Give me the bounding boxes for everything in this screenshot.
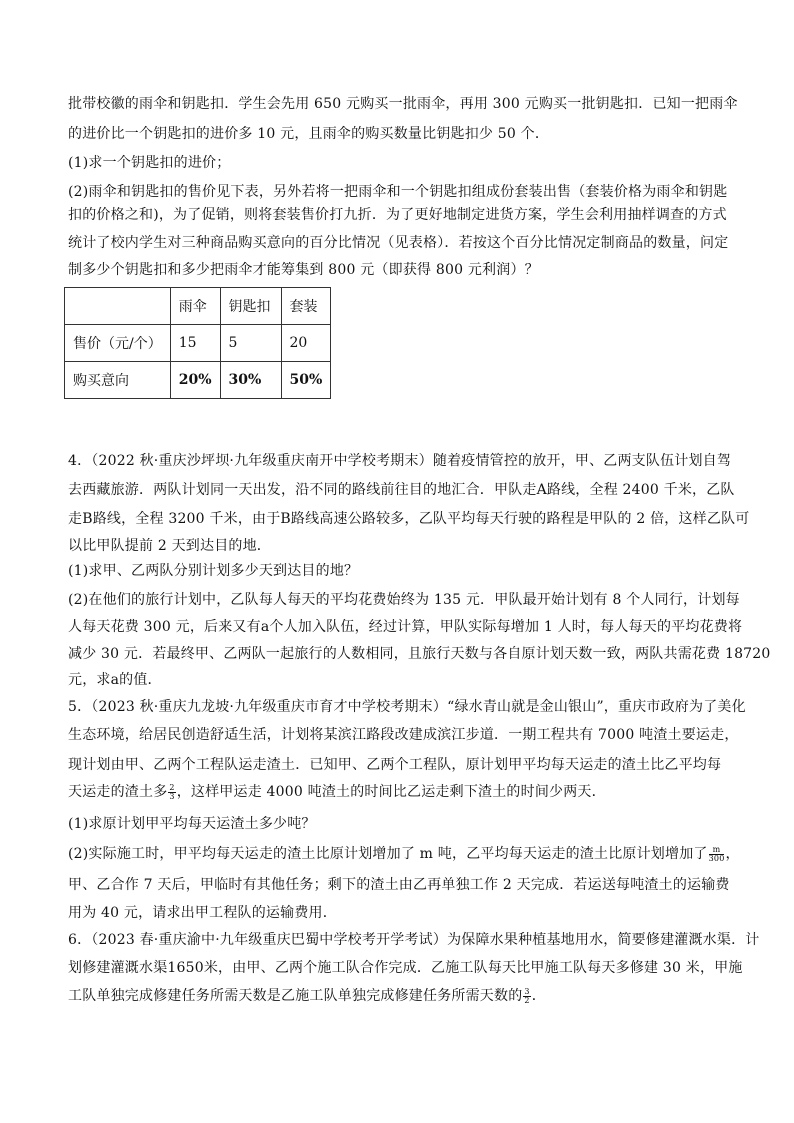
text-line: 制多少个钥匙扣和多少把雨伞才能筹集到 800 元（即获得 800 元利润）？ (68, 262, 539, 278)
text-line: 现计划由甲、乙两个工程队运走渣土．已知甲、乙两个工程队，原计划甲平均每天运走的渣土比乙平均每 (68, 757, 722, 773)
text-line: 4．（2022 秋·重庆沙坪坝·九年级重庆南开中学校考期末）随着疫情管控的放开，甲、乙两支队伍计划自驾 (68, 453, 732, 469)
text-line (68, 782, 730, 802)
text-line (68, 986, 730, 1006)
text-line: 去西藏旅游．两队计划同一天出发，沿不同的路线前往目的地汇合．甲队走A路线，全程 2400 千米，乙队 (68, 482, 735, 498)
price-table (64, 287, 331, 399)
table-header-row (65, 288, 331, 325)
text-line: 批带校徽的雨伞和钥匙扣．学生会先用 650 元购买一批雨伞，再用 300 元购买一批钥匙扣．已知一把雨伞 (68, 96, 738, 112)
table-cell: 5 (220, 325, 281, 362)
text-line: 人每天花费 300 元，后来又有a个人加入队伍，经过计算，甲队实际每增加 1 人时，每人每天的平均花费将 (68, 619, 743, 635)
text-line: (1)求甲、乙两队分别计划多少天到达目的地？ (68, 563, 359, 579)
text-line: 元，求a的值． (68, 672, 162, 688)
text-line: 扣的价格之和)，为了促销，则将套装售价打九折．为了更好地制定进货方案，学生会利用抽样调查的方式 (68, 207, 727, 223)
text-line: 甲、乙合作 7 天后，甲临时有其他任务；剩下的渣土由乙再单独工作 2 天完成．若运送每吨渣土的运输费 (68, 877, 730, 893)
table-cell: 50% (281, 362, 331, 399)
text-line: 划修建灌溉水渠1650米，由甲、乙两个施工队合作完成．乙施工队每天比甲施工队每天多修建 30 米，甲施 (68, 960, 743, 976)
table-cell: 套装 (281, 288, 331, 325)
fraction-denominator: 3 (169, 791, 175, 801)
table-cell: 30% (220, 362, 281, 399)
text-segment: 天运走的渣土多 (68, 784, 168, 800)
text-line: 以比甲队提前 2 天到达目的地． (68, 538, 272, 554)
table-cell: 15 (170, 325, 220, 362)
text-line: (1)求一个钥匙扣的进价； (68, 155, 231, 171)
table-cell: 售价（元/个） (65, 325, 171, 362)
text-segment: ， (725, 846, 740, 862)
table-cell: 钥匙扣 (220, 288, 281, 325)
fraction-denominator: 300 (708, 853, 725, 863)
text-line (68, 844, 740, 864)
table-cell (65, 288, 171, 325)
text-line: 5．（2023 秋·重庆九龙坡·九年级重庆市育才中学校考期末）“绿水青山就是金山银山”，重庆市政府为了美化 (68, 699, 746, 715)
text-line: (2)雨伞和钥匙扣的售价见下表，另外若将一把雨伞和一个钥匙扣组成份套装出售（套装价格为雨伞和钥匙 (68, 184, 728, 200)
fraction-numerator: m (709, 846, 725, 855)
table-row (65, 325, 331, 362)
fraction-numerator: 2 (169, 782, 175, 792)
fraction-denominator: 2 (524, 995, 530, 1005)
table-cell: 购买意向 (65, 362, 171, 399)
table-row (65, 362, 331, 399)
text-line: 用为 40 元，请求出甲工程队的运输费用． (68, 905, 337, 921)
fraction-numerator: 3 (524, 986, 530, 996)
text-segment: ． (531, 988, 546, 1004)
text-line: 生态环境，给居民创造舒适生活，计划将某滨江路段改建成滨江步道．一期工程共有 7000 吨渣土要运走， (68, 727, 739, 743)
text-line: 减少 30 元．若最终甲、乙两队一起旅行的人数相同，且旅行天数与各自原计划天数一致，两队共需花费 18720 (68, 646, 771, 662)
table-cell: 雨伞 (170, 288, 220, 325)
text-line: 6．（2023 春·重庆渝中·九年级重庆巴蜀中学校考开学考试）为保障水果种植基地用水，简要修建灌溉水渠．计 (68, 932, 760, 948)
fraction (709, 846, 725, 863)
text-segment: (2)实际施工时，甲平均每天运走的渣土比原计划增加了 m 吨，乙平均每天运走的渣土比原计划增加了 (68, 846, 708, 862)
fraction (168, 784, 175, 801)
text-line: (1)求原计划甲平均每天运渣土多少吨？ (68, 816, 316, 832)
text-line: 统计了校内学生对三种商品购买意向的百分比情况（见表格）．若按这个百分比情况定制商品的数量，问定 (68, 235, 729, 251)
table-cell: 20 (281, 325, 331, 362)
text-line: 的进价比一个钥匙扣的进价多 10 元，且雨伞的购买数量比钥匙扣少 50 个． (68, 126, 550, 142)
text-segment: ，这样甲运走 4000 吨渣土的时间比乙运走剩下渣土的时间少两天． (176, 784, 606, 800)
text-segment: 工队单独完成修建任务所需天数是乙施工队单独完成修建任务所需天数的 (68, 988, 523, 1004)
text-line: (2)在他们的旅行计划中，乙队每人每天的平均花费始终为 135 元．甲队最开始计划有 8 个人同行，计划每 (68, 592, 740, 608)
table-cell: 20% (170, 362, 220, 399)
text-line: 走B路线，全程 3200 千米，由于B路线高速公路较多，乙队平均每天行驶的路程是甲队的 2 倍，这样乙队可 (68, 511, 750, 527)
fraction (523, 988, 530, 1005)
